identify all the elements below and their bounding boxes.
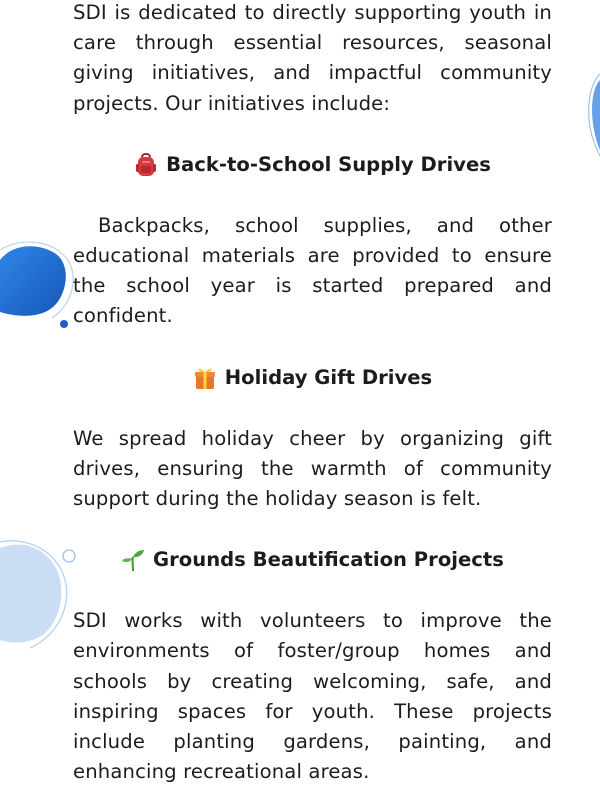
backpack-icon xyxy=(134,152,158,178)
section-title: Holiday Gift Drives xyxy=(224,365,433,389)
section-heading-grounds xyxy=(73,545,552,575)
decorative-blob-top-right xyxy=(584,70,600,160)
gift-icon xyxy=(193,365,217,391)
section-heading-holiday xyxy=(73,363,552,393)
section-title: Grounds Beautification Projects xyxy=(153,548,504,572)
section-body-back-to-school: Backpacks, school supplies, and other educational materials are provided to ensure the school year is started prepared and confident. xyxy=(73,213,552,328)
section-title: Back-to-School Supply Drives xyxy=(166,152,491,176)
seedling-icon xyxy=(121,547,145,573)
initiatives-content xyxy=(73,0,552,787)
decorative-blob-left-light xyxy=(0,540,80,650)
section-body-holiday: We spread holiday cheer by organizing gift drives, ensuring the warmth of community support during the holiday season is felt. xyxy=(73,426,552,511)
section-heading-back-to-school xyxy=(73,150,552,180)
intro-paragraph: SDI is dedicated to directly supporting youth in care through essential resources, seasonal giving initiatives, and impactful community projects. Our initiatives include: xyxy=(73,1,552,115)
section-body-grounds: SDI works with volunteers to improve the environments of foster/group homes and schools by creating welcoming, safe, and inspiring spaces for youth. These projects include planting gardens, painting, and enhancing recreational areas. xyxy=(73,609,552,784)
